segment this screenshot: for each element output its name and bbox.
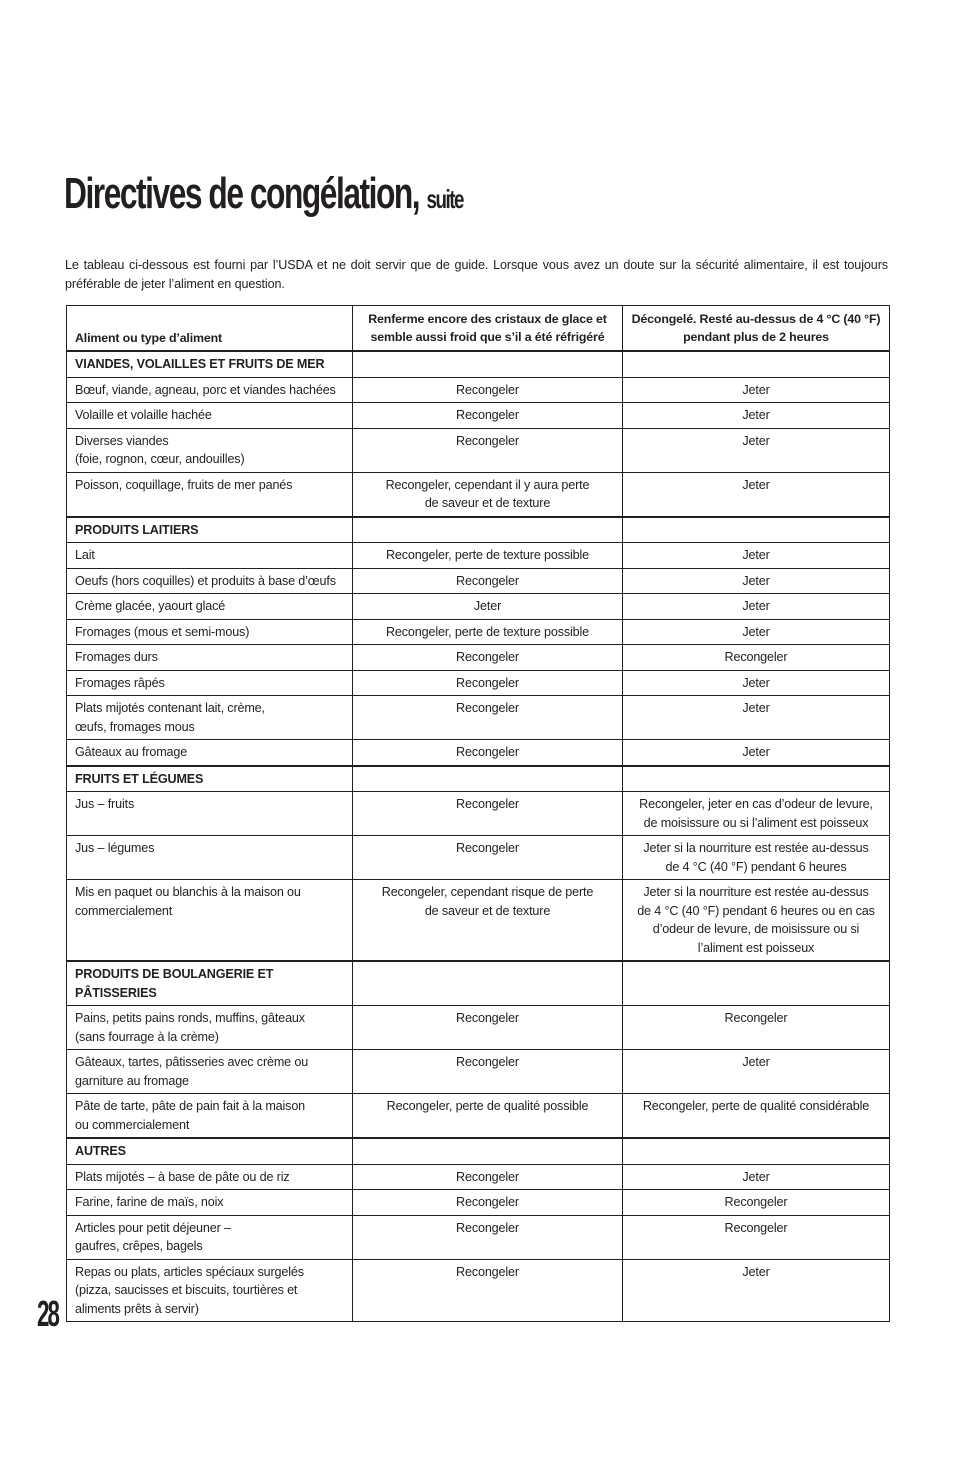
section-row [67, 961, 890, 1006]
food-cell: Crème glacée, yaourt glacé [67, 594, 353, 620]
food-cell: Diverses viandes (foie, rognon, cœur, andouilles) [67, 428, 353, 472]
section-title: VIANDES, VOLAILLES ET FRUITS DE MER [67, 351, 353, 377]
section-row [67, 517, 890, 543]
table-row [67, 1215, 890, 1259]
intro-paragraph: Le tableau ci-dessous est fourni par l’USDA et ne doit servir que de guide. Lorsque vous avez un doute sur la sécurité alimentaire, il est toujours préférable de jeter l’aliment en question. [65, 258, 888, 291]
table-row [67, 472, 890, 517]
food-cell: Bœuf, viande, agneau, porc et viandes hachées [67, 377, 353, 403]
ice-crystals-cell: Recongeler, perte de texture possible [353, 543, 623, 569]
section-empty-cell [353, 961, 623, 1006]
ice-crystals-cell: Recongeler [353, 403, 623, 429]
food-cell: Fromages râpés [67, 670, 353, 696]
ice-crystals-cell: Recongeler [353, 428, 623, 472]
thawed-cell: Jeter [623, 428, 890, 472]
thawed-cell: Jeter [623, 472, 890, 517]
thawed-cell: Jeter [623, 696, 890, 740]
thawed-cell: Jeter [623, 1259, 890, 1322]
section-row [67, 766, 890, 792]
ice-crystals-cell: Jeter [353, 594, 623, 620]
table-header-row [67, 306, 890, 352]
ice-crystals-cell: Recongeler [353, 696, 623, 740]
food-cell: Gâteaux au fromage [67, 740, 353, 766]
ice-crystals-cell: Recongeler [353, 1259, 623, 1322]
page-title-suffix: suite [426, 184, 464, 214]
food-cell: Farine, farine de maïs, noix [67, 1190, 353, 1216]
food-cell: Volaille et volaille hachée [67, 403, 353, 429]
thawed-cell: Jeter [623, 543, 890, 569]
food-cell: Pâte de tarte, pâte de pain fait à la maison ou commercialement [67, 1094, 353, 1139]
thawed-cell: Jeter si la nourriture est restée au-dessus de 4 °C (40 °F) pendant 6 heures [623, 836, 890, 880]
thawed-cell: Jeter si la nourriture est restée au-dessus de 4 °C (40 °F) pendant 6 heures ou en cas d’odeur de levure, de moisissure ou si l’aliment est poisseux [623, 880, 890, 962]
table-row [67, 645, 890, 671]
table-row [67, 740, 890, 766]
food-cell: Fromages durs [67, 645, 353, 671]
ice-crystals-cell: Recongeler [353, 568, 623, 594]
section-row [67, 351, 890, 377]
section-empty-cell [623, 766, 890, 792]
table-row [67, 428, 890, 472]
table-row [67, 1050, 890, 1094]
ice-crystals-cell: Recongeler, cependant risque de perte de saveur et de texture [353, 880, 623, 962]
ice-crystals-cell: Recongeler [353, 1215, 623, 1259]
thawed-cell: Recongeler [623, 1006, 890, 1050]
ice-crystals-cell: Recongeler, perte de qualité possible [353, 1094, 623, 1139]
section-empty-cell [623, 961, 890, 1006]
food-cell: Plats mijotés – à base de pâte ou de riz [67, 1164, 353, 1190]
section-title: PRODUITS LAITIERS [67, 517, 353, 543]
ice-crystals-cell: Recongeler, perte de texture possible [353, 619, 623, 645]
table-row [67, 377, 890, 403]
ice-crystals-cell: Recongeler [353, 377, 623, 403]
ice-crystals-cell: Recongeler [353, 792, 623, 836]
table-row [67, 568, 890, 594]
table-row [67, 543, 890, 569]
table-row [67, 1164, 890, 1190]
section-empty-cell [353, 517, 623, 543]
thawed-cell: Jeter [623, 403, 890, 429]
thawed-cell: Jeter [623, 568, 890, 594]
section-title: AUTRES [67, 1138, 353, 1164]
food-cell: Lait [67, 543, 353, 569]
food-cell: Repas ou plats, articles spéciaux surgelés (pizza, saucisses et biscuits, tourtières et aliments prêts à servir) [67, 1259, 353, 1322]
table-row [67, 836, 890, 880]
page-number: 28 [37, 1293, 59, 1334]
thawed-cell: Jeter [623, 740, 890, 766]
section-empty-cell [623, 351, 890, 377]
ice-crystals-cell: Recongeler [353, 1050, 623, 1094]
header-food: Aliment ou type d’aliment [67, 306, 353, 352]
section-empty-cell [623, 1138, 890, 1164]
header-thawed: Décongelé. Resté au-dessus de 4 °C (40 °F) pendant plus de 2 heures [623, 306, 890, 352]
table-row [67, 594, 890, 620]
table-row [67, 403, 890, 429]
ice-crystals-cell: Recongeler [353, 836, 623, 880]
section-title: FRUITS ET LÉGUMES [67, 766, 353, 792]
thawed-cell: Jeter [623, 594, 890, 620]
page-title [64, 169, 464, 218]
section-empty-cell [353, 1138, 623, 1164]
food-cell: Poisson, coquillage, fruits de mer panés [67, 472, 353, 517]
thawed-cell: Jeter [623, 670, 890, 696]
thawed-cell: Recongeler, perte de qualité considérable [623, 1094, 890, 1139]
thawed-cell: Recongeler [623, 1215, 890, 1259]
food-cell: Jus – légumes [67, 836, 353, 880]
table-row [67, 619, 890, 645]
table-body [67, 351, 890, 1322]
food-cell: Plats mijotés contenant lait, crème, œufs, fromages mous [67, 696, 353, 740]
food-cell: Jus – fruits [67, 792, 353, 836]
table-row [67, 880, 890, 962]
ice-crystals-cell: Recongeler [353, 670, 623, 696]
table-row [67, 670, 890, 696]
thawed-cell: Jeter [623, 619, 890, 645]
page-title-main: Directives de congélation, [64, 169, 420, 218]
ice-crystals-cell: Recongeler [353, 740, 623, 766]
table-row [67, 1259, 890, 1322]
thawed-cell: Jeter [623, 1164, 890, 1190]
table-row [67, 792, 890, 836]
thawed-cell: Jeter [623, 1050, 890, 1094]
food-cell: Oeufs (hors coquilles) et produits à base d’œufs [67, 568, 353, 594]
header-ice-crystals: Renferme encore des cristaux de glace et semble aussi froid que s’il a été réfrigéré [353, 306, 623, 352]
table-row [67, 1190, 890, 1216]
ice-crystals-cell: Recongeler [353, 1006, 623, 1050]
table-row [67, 1094, 890, 1139]
food-cell: Articles pour petit déjeuner – gaufres, crêpes, bagels [67, 1215, 353, 1259]
ice-crystals-cell: Recongeler [353, 1190, 623, 1216]
thawed-cell: Recongeler [623, 1190, 890, 1216]
section-title: PRODUITS DE BOULANGERIE ET PÂTISSERIES [67, 961, 353, 1006]
section-empty-cell [623, 517, 890, 543]
thawed-cell: Recongeler [623, 645, 890, 671]
food-cell: Gâteaux, tartes, pâtisseries avec crème ou garniture au fromage [67, 1050, 353, 1094]
section-row [67, 1138, 890, 1164]
food-cell: Fromages (mous et semi-mous) [67, 619, 353, 645]
table-row [67, 696, 890, 740]
food-cell: Pains, petits pains ronds, muffins, gâteaux (sans fourrage à la crème) [67, 1006, 353, 1050]
section-empty-cell [353, 351, 623, 377]
thawed-cell: Jeter [623, 377, 890, 403]
table-row [67, 1006, 890, 1050]
section-empty-cell [353, 766, 623, 792]
ice-crystals-cell: Recongeler, cependant il y aura perte de saveur et de texture [353, 472, 623, 517]
ice-crystals-cell: Recongeler [353, 1164, 623, 1190]
ice-crystals-cell: Recongeler [353, 645, 623, 671]
freezing-guide-table [66, 305, 890, 1322]
thawed-cell: Recongeler, jeter en cas d’odeur de levure, de moisissure ou si l’aliment est poisseux [623, 792, 890, 836]
food-cell: Mis en paquet ou blanchis à la maison ou commercialement [67, 880, 353, 962]
